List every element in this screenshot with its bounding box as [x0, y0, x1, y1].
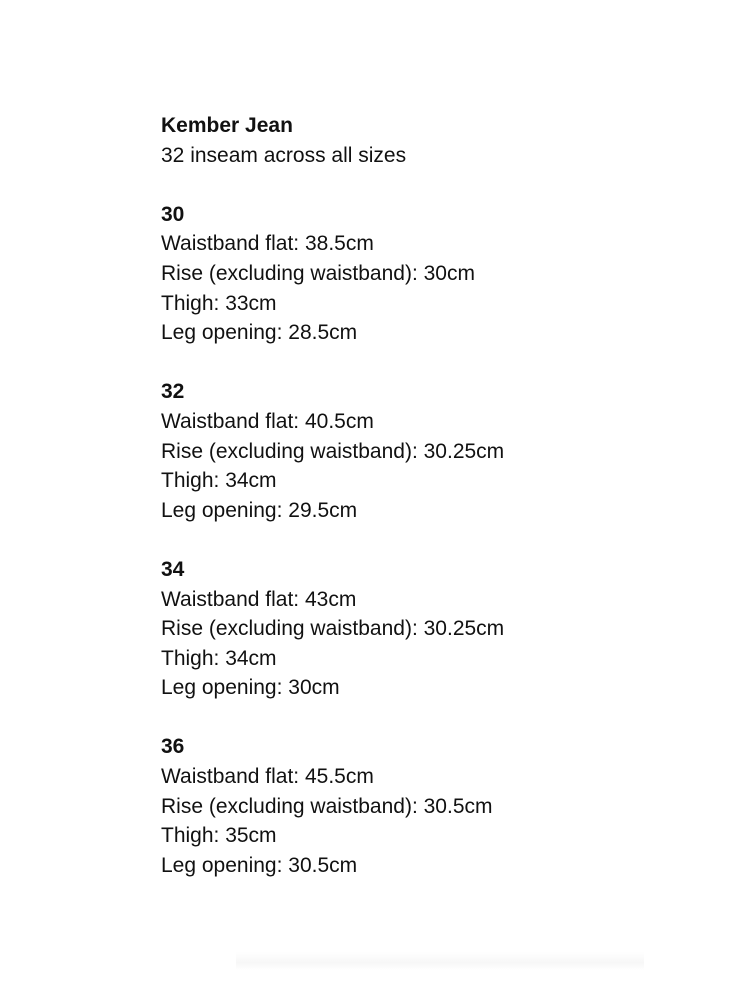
size-guide-document: [161, 111, 721, 880]
spacer: [161, 348, 721, 378]
size-heading: 34: [161, 557, 185, 581]
size-block-32: [161, 377, 721, 525]
size-block-36: [161, 732, 721, 880]
waistband-measurement: Waistband flat: 45.5cm: [161, 765, 374, 789]
waistband-measurement: Waistband flat: 40.5cm: [161, 409, 374, 433]
spacer: [161, 525, 721, 555]
thigh-measurement: Thigh: 35cm: [161, 824, 277, 848]
size-block-34: [161, 555, 721, 703]
rise-measurement: Rise (excluding waistband): 30.25cm: [161, 617, 505, 641]
rise-measurement: Rise (excluding waistband): 30.5cm: [161, 794, 493, 818]
leg-opening-measurement: Leg opening: 30cm: [161, 676, 340, 700]
rise-measurement: Rise (excluding waistband): 30.25cm: [161, 439, 505, 463]
rise-measurement: Rise (excluding waistband): 30cm: [161, 261, 475, 285]
scan-shadow: [236, 952, 644, 970]
size-block-30: [161, 200, 721, 348]
size-heading: 32: [161, 380, 185, 404]
leg-opening-measurement: Leg opening: 28.5cm: [161, 321, 358, 345]
product-title: Kember Jean: [161, 114, 293, 137]
size-heading: 36: [161, 735, 185, 759]
waistband-measurement: Waistband flat: 43cm: [161, 587, 357, 611]
leg-opening-measurement: Leg opening: 29.5cm: [161, 498, 358, 522]
inseam-note: 32 inseam across all sizes: [161, 143, 407, 167]
spacer: [161, 703, 721, 733]
thigh-measurement: Thigh: 34cm: [161, 469, 277, 493]
waistband-measurement: Waistband flat: 38.5cm: [161, 232, 374, 256]
spacer: [161, 170, 721, 200]
leg-opening-measurement: Leg opening: 30.5cm: [161, 853, 358, 877]
size-heading: 30: [161, 202, 185, 226]
thigh-measurement: Thigh: 34cm: [161, 646, 277, 670]
thigh-measurement: Thigh: 33cm: [161, 291, 277, 315]
